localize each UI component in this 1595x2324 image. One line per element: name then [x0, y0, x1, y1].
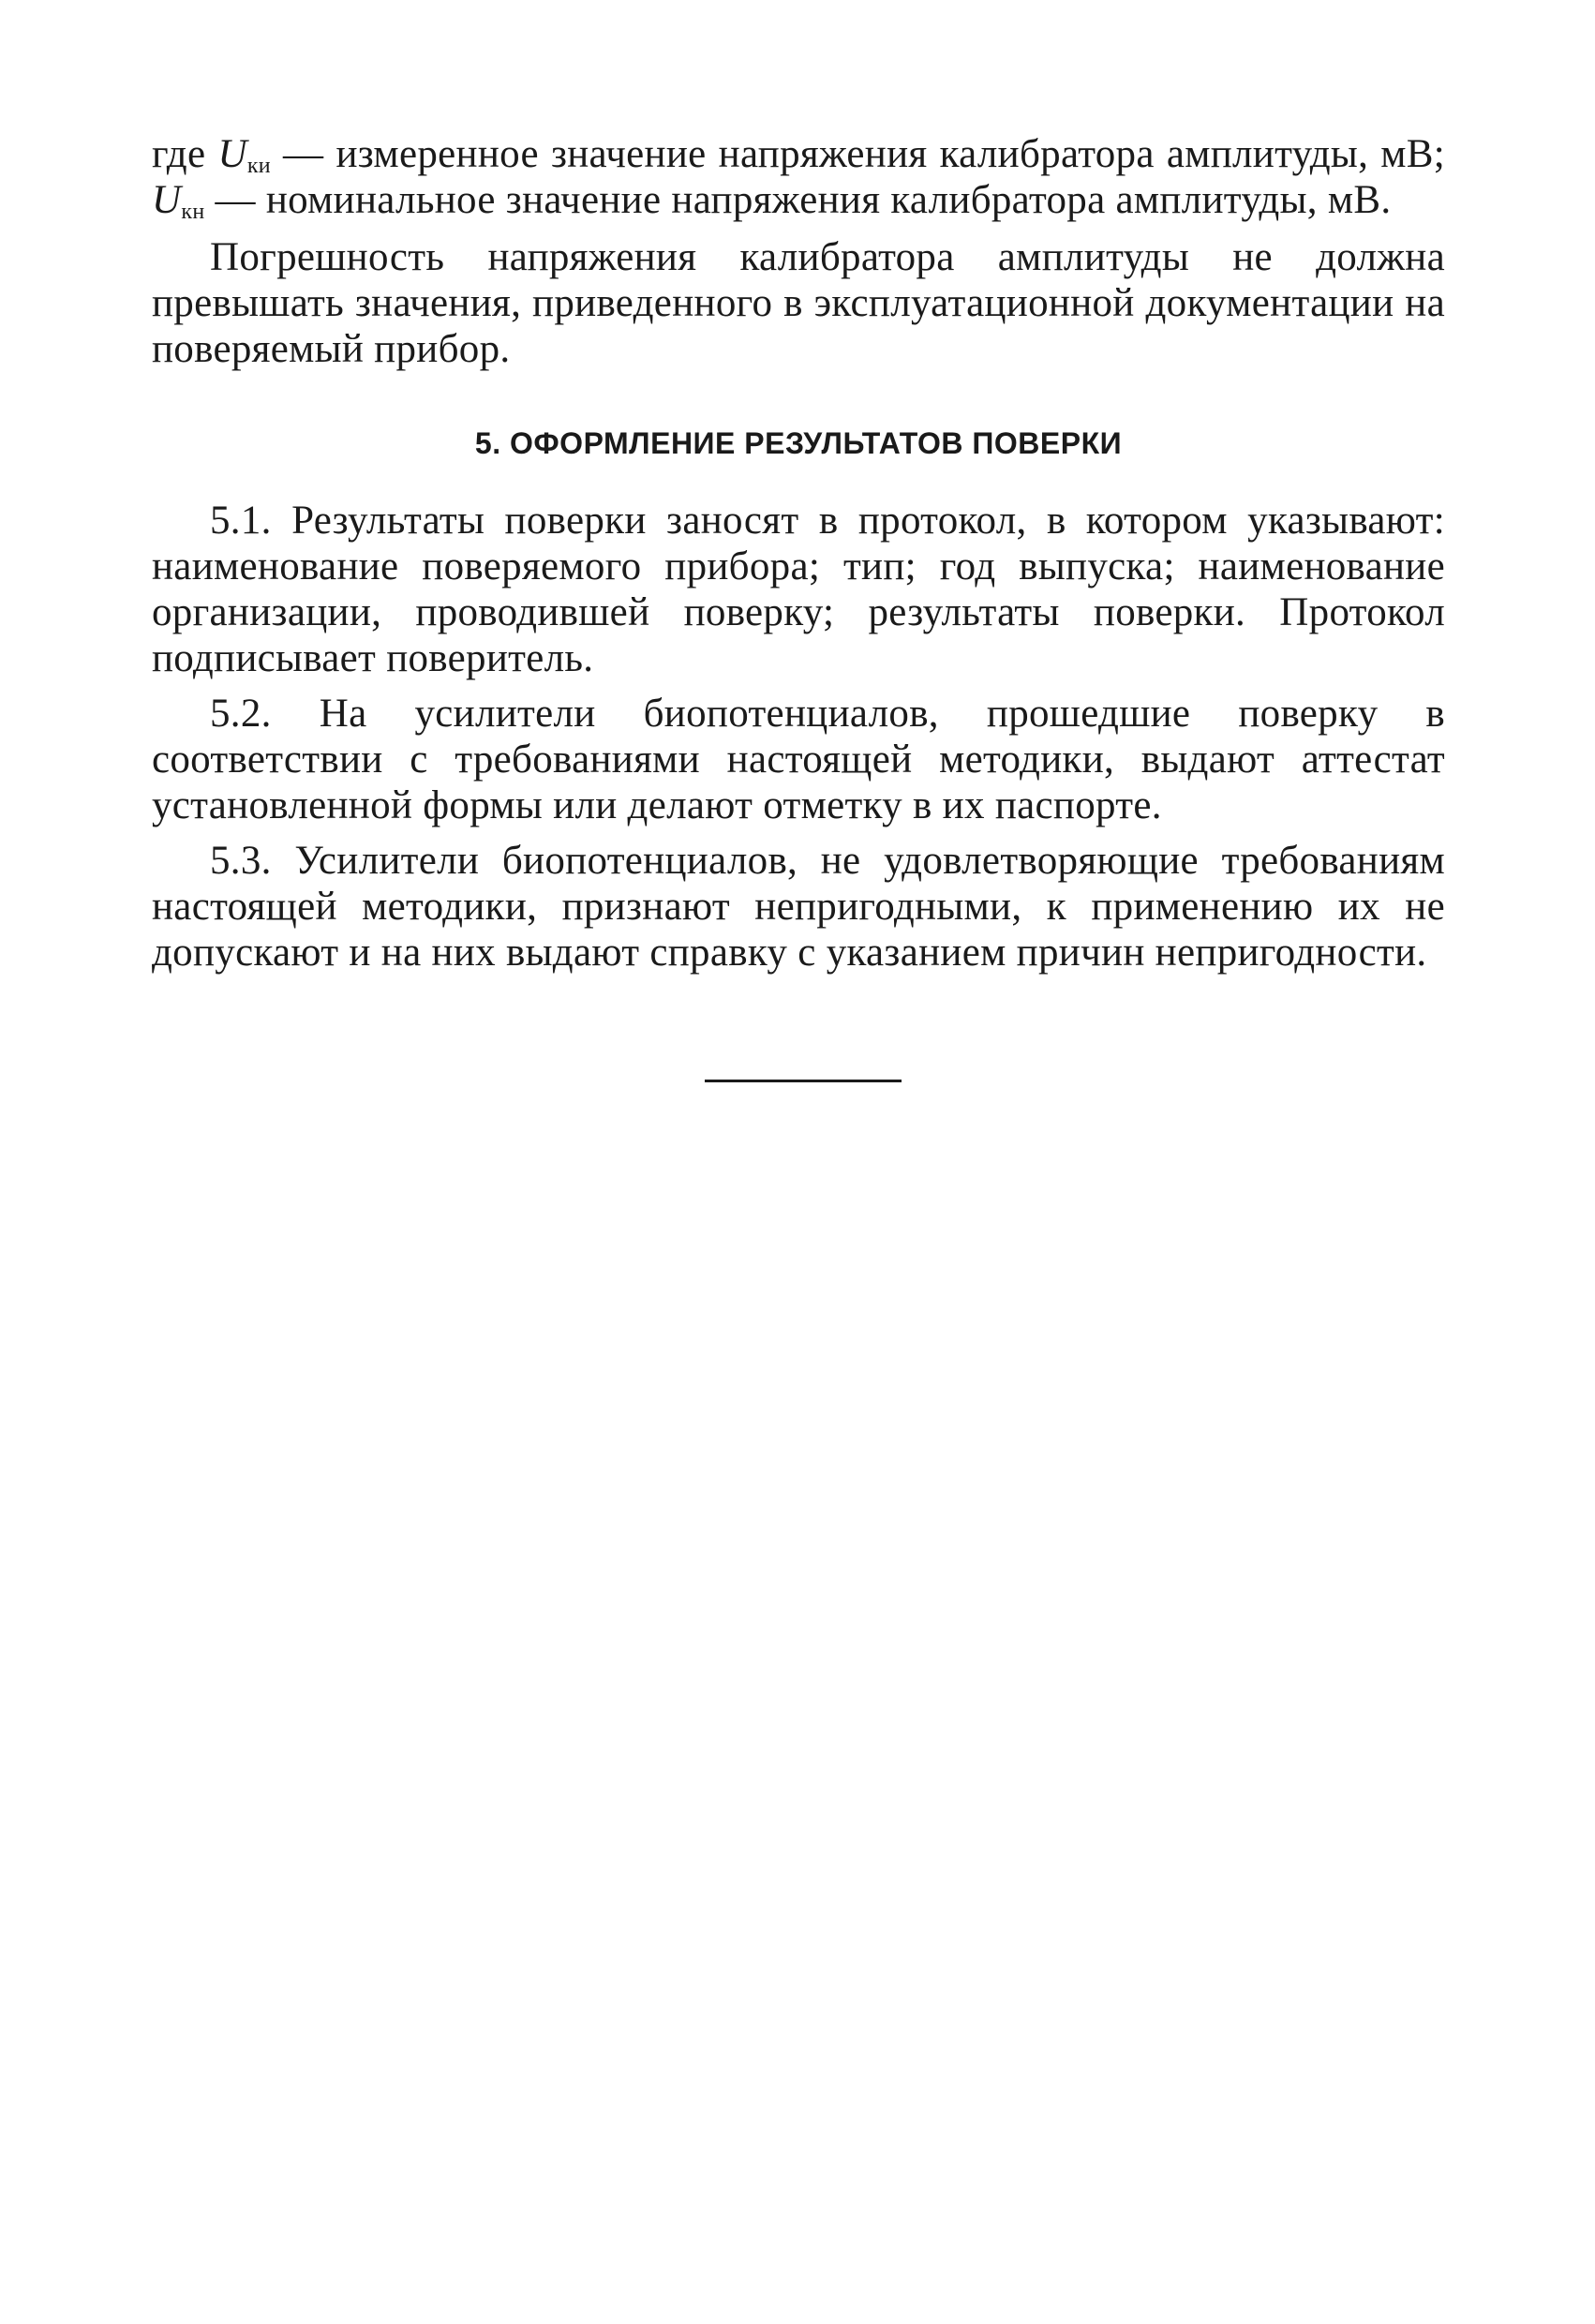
formula-mid-text: — измеренное значение напряжения калибратора амплитуды, мВ;: [270, 132, 1445, 176]
formula-explanation: [152, 131, 1445, 223]
section-heading: 5. ОФОРМЛЕНИЕ РЕЗУЛЬТАТОВ ПОВЕРКИ: [474, 426, 1123, 460]
variable-u-measured: $U_{ки}$: [217, 132, 271, 178]
section-item-5-1: 5.1. Результаты поверки заносят в протокол, в котором указывают: наименование поверяемого прибора; тип; год выпуска; наименование организации, проводившей поверку; результаты поверки. Протокол подписывает поверитель.: [152, 499, 1445, 680]
section-item-5-2: 5.2. На усилители биопотенциалов, прошедшие поверку в соответствии с требованиями настоящей методики, выдают аттестат установленной формы или делают отметку в их паспорте.: [152, 692, 1445, 827]
section-item-5-3: 5.3. Усилители биопотенциалов, не удовлетворяющие требованиям настоящей методики, признают непригодными, к применению их не допускают и на них выдают справку с указанием причин непригодности.: [152, 839, 1445, 975]
variable-u-nominal: $U_{кн}$: [152, 178, 205, 224]
formula-prefix: где: [152, 132, 218, 176]
error-requirement-paragraph: Погрешность напряжения калибратора амплитуды не должна превышать значения, приведенного в эксплуатационной документации на поверяемый прибор.: [152, 235, 1445, 371]
document-page: [152, 131, 1445, 976]
formula-end-text: — номинальное значение напряжения калибратора амплитуды, мВ.: [204, 178, 1392, 222]
end-divider: [705, 1080, 902, 1082]
